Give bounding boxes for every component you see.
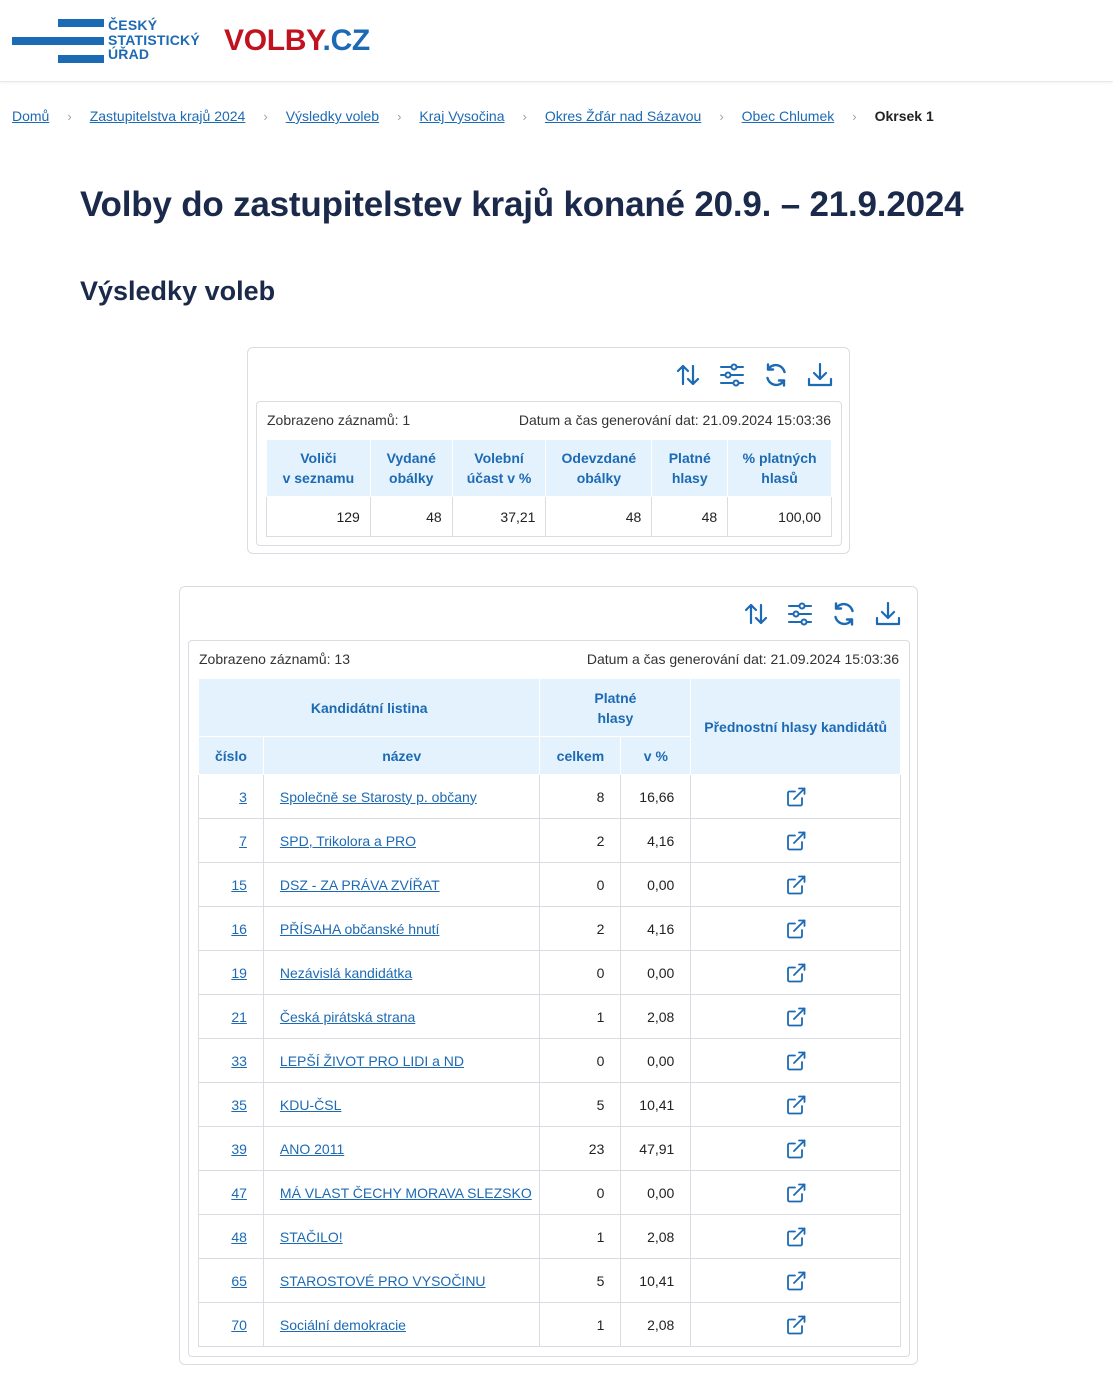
votes-total-cell: 0 [540, 863, 621, 907]
party-name-cell [263, 1303, 540, 1347]
breadcrumb-item[interactable]: Obec Chlumek [741, 108, 835, 124]
votes-total-cell: 0 [540, 1171, 621, 1215]
summary-table-wrapper [256, 401, 842, 546]
external-link-icon[interactable] [785, 1270, 807, 1292]
table-row [199, 995, 901, 1039]
external-link-icon[interactable] [785, 1314, 807, 1336]
party-name-cell [263, 907, 540, 951]
pref-votes-cell [691, 1259, 901, 1303]
external-link-icon[interactable] [785, 1006, 807, 1028]
summary-value-cell: 129 [267, 497, 371, 537]
chevron-right-icon: › [67, 108, 72, 124]
party-name-cell [263, 1039, 540, 1083]
records-count: Zobrazeno záznamů: 13 [199, 651, 350, 667]
table-row [199, 1039, 901, 1083]
party-name-link[interactable]: Společně se Starosty p. občany [279, 788, 477, 805]
refresh-icon[interactable] [829, 599, 859, 629]
pref-votes-cell [691, 1303, 901, 1347]
votes-pct-cell: 2,08 [621, 1303, 691, 1347]
party-number-cell [199, 1127, 264, 1171]
party-number-cell [199, 775, 264, 819]
pref-votes-cell [691, 863, 901, 907]
party-number-cell [199, 907, 264, 951]
votes-total-cell: 0 [540, 951, 621, 995]
breadcrumb-item[interactable]: Kraj Vysočina [419, 108, 505, 124]
summary-header-cell[interactable]: Volební účast v % [452, 440, 546, 497]
download-icon[interactable] [873, 599, 903, 629]
table-row [199, 1303, 901, 1347]
party-number-link[interactable]: 21 [231, 1008, 247, 1025]
header-nazev[interactable]: název [263, 737, 540, 775]
external-link-icon[interactable] [785, 830, 807, 852]
votes-pct-cell: 2,08 [621, 995, 691, 1039]
votes-total-cell: 5 [540, 1083, 621, 1127]
party-number-cell [199, 819, 264, 863]
party-number-cell [199, 951, 264, 995]
pref-votes-cell [691, 1215, 901, 1259]
breadcrumb-item[interactable]: Výsledky voleb [285, 108, 380, 124]
summary-header-cell[interactable]: Platné hlasy [652, 440, 728, 497]
party-name-cell [263, 863, 540, 907]
party-number-link[interactable]: 47 [231, 1184, 247, 1201]
votes-pct-cell: 0,00 [621, 1171, 691, 1215]
party-name-link[interactable]: PŘÍSAHA občanské hnutí [279, 920, 440, 937]
party-name-link[interactable]: Sociální demokracie [279, 1316, 406, 1333]
pref-votes-cell [691, 1171, 901, 1215]
pref-votes-cell [691, 1083, 901, 1127]
party-number-link[interactable]: 65 [231, 1272, 247, 1289]
party-name-cell [263, 1215, 540, 1259]
votes-pct-cell: 0,00 [621, 1039, 691, 1083]
section-title: Výsledky voleb [80, 276, 276, 306]
party-name-link[interactable]: ANO 2011 [279, 1140, 345, 1157]
external-link-icon[interactable] [785, 918, 807, 940]
party-number-link[interactable]: 33 [231, 1052, 247, 1069]
generated-timestamp: Datum a čas generování dat: 21.09.2024 15:03:36 [518, 412, 831, 428]
pref-votes-cell [691, 907, 901, 951]
summary-header-cell[interactable]: % platných hlasů [728, 440, 832, 497]
party-number-link[interactable]: 15 [231, 876, 247, 893]
external-link-icon[interactable] [785, 1094, 807, 1116]
votes-pct-cell: 2,08 [621, 1215, 691, 1259]
pref-votes-cell [691, 775, 901, 819]
party-name-cell [263, 1259, 540, 1303]
breadcrumb-item: Okrsek 1 [874, 108, 934, 124]
summary-panel [247, 347, 850, 554]
header-platne-hlasy: Platné hlasy [540, 679, 691, 737]
votes-total-cell: 2 [540, 819, 621, 863]
site-header [0, 0, 1113, 82]
party-name-link[interactable]: STAROSTOVÉ PRO VYSOČINU [279, 1272, 486, 1289]
summary-header-cell[interactable]: Odevzdané obálky [546, 440, 652, 497]
party-name-cell [263, 1127, 540, 1171]
party-number-cell [199, 1039, 264, 1083]
party-name-link[interactable]: KDU-ČSL [279, 1096, 342, 1113]
table-row [199, 907, 901, 951]
votes-total-cell: 23 [540, 1127, 621, 1171]
party-name-link[interactable]: Česká pirátská strana [279, 1008, 416, 1025]
party-name-link[interactable]: MÁ VLAST ČECHY MORAVA SLEZSKO [279, 1184, 532, 1201]
party-number-cell [199, 1303, 264, 1347]
party-number-cell [199, 1215, 264, 1259]
refresh-icon[interactable] [761, 360, 791, 390]
breadcrumb-item[interactable]: Zastupitelstva krajů 2024 [89, 108, 246, 124]
party-number-link[interactable]: 35 [231, 1096, 247, 1113]
table-row [199, 1127, 901, 1171]
party-name-link[interactable]: Nezávislá kandidátka [279, 964, 413, 981]
generated-timestamp: Datum a čas generování dat: 21.09.2024 15:03:36 [586, 651, 899, 667]
party-number-link[interactable]: 7 [239, 832, 247, 849]
table-row [199, 1259, 901, 1303]
party-name-link[interactable]: LEPŠÍ ŽIVOT PRO LIDI a ND [279, 1052, 465, 1069]
votes-total-cell: 1 [540, 1215, 621, 1259]
records-count: Zobrazeno záznamů: 1 [267, 412, 411, 428]
votes-total-cell: 1 [540, 1303, 621, 1347]
party-name-link[interactable]: STAČILO! [279, 1228, 343, 1245]
table-row [199, 1083, 901, 1127]
table-row [199, 951, 901, 995]
chevron-right-icon: › [852, 108, 857, 124]
votes-pct-cell: 0,00 [621, 863, 691, 907]
breadcrumb-item[interactable]: Domů [12, 108, 50, 124]
header-cislo[interactable]: číslo [199, 737, 264, 775]
summary-header-cell[interactable]: Vydané obálky [370, 440, 452, 497]
chevron-right-icon: › [397, 108, 402, 124]
summary-value-cell: 100,00 [728, 497, 832, 537]
votes-pct-cell: 4,16 [621, 907, 691, 951]
party-name-cell [263, 951, 540, 995]
external-link-icon[interactable] [785, 1226, 807, 1248]
summary-value-cell: 48 [652, 497, 728, 537]
header-prednostni-hlasy: Přednostní hlasy kandidátů [691, 679, 901, 775]
party-name-cell [263, 775, 540, 819]
pref-votes-cell [691, 1039, 901, 1083]
votes-pct-cell: 10,41 [621, 1083, 691, 1127]
summary-value-cell: 48 [546, 497, 652, 537]
external-link-icon[interactable] [785, 874, 807, 896]
party-number-link[interactable]: 39 [231, 1140, 247, 1157]
party-name-cell [263, 1171, 540, 1215]
external-link-icon[interactable] [785, 1138, 807, 1160]
chevron-right-icon: › [522, 108, 527, 124]
pref-votes-cell [691, 951, 901, 995]
votes-total-cell: 2 [540, 907, 621, 951]
party-name-cell [263, 1083, 540, 1127]
party-number-cell [199, 1259, 264, 1303]
votes-total-cell: 8 [540, 775, 621, 819]
party-number-link[interactable]: 16 [231, 920, 247, 937]
pref-votes-cell [691, 819, 901, 863]
table-row [199, 863, 901, 907]
party-name-cell [263, 819, 540, 863]
table-row [199, 1171, 901, 1215]
pref-votes-cell [691, 995, 901, 1039]
breadcrumb-item[interactable]: Okres Žďár nad Sázavou [544, 108, 702, 124]
party-number-cell [199, 1083, 264, 1127]
results-toolbar [741, 599, 903, 629]
results-table [198, 678, 901, 1347]
votes-pct-cell: 16,66 [621, 775, 691, 819]
summary-value-cell: 37,21 [452, 497, 546, 537]
filter-settings-icon[interactable] [785, 599, 815, 629]
votes-pct-cell: 10,41 [621, 1259, 691, 1303]
csu-logo-text[interactable]: ČESKÝ STATISTICKÝ ÚŘAD [108, 17, 200, 62]
votes-total-cell: 1 [540, 995, 621, 1039]
sort-icon[interactable] [673, 360, 703, 390]
party-number-cell [199, 995, 264, 1039]
votes-pct-cell: 47,91 [621, 1127, 691, 1171]
party-number-link[interactable]: 70 [231, 1316, 247, 1333]
party-name-link[interactable]: SPD, Trikolora a PRO [279, 832, 417, 849]
filter-settings-icon[interactable] [717, 360, 747, 390]
chevron-right-icon: › [719, 108, 724, 124]
votes-pct-cell: 0,00 [621, 951, 691, 995]
header-kandidatni-listina: Kandidátní listina [199, 679, 540, 737]
table-row [199, 775, 901, 819]
summary-value-cell: 48 [370, 497, 452, 537]
page-title: Volby do zastupitelstev krajů konané 20.9. – 21.9.2024 [80, 185, 964, 224]
votes-pct-cell: 4,16 [621, 819, 691, 863]
download-icon[interactable] [805, 360, 835, 390]
header-v-procentech[interactable]: v % [621, 737, 691, 775]
party-number-cell [199, 863, 264, 907]
header-celkem[interactable]: celkem [540, 737, 621, 775]
party-name-link[interactable]: DSZ - ZA PRÁVA ZVÍŘAT [279, 876, 440, 893]
site-logo[interactable]: VOLBY.CZ [224, 24, 370, 57]
external-link-icon[interactable] [785, 962, 807, 984]
party-number-link[interactable]: 3 [239, 788, 247, 805]
external-link-icon[interactable] [785, 1182, 807, 1204]
external-link-icon[interactable] [785, 786, 807, 808]
results-table-wrapper [188, 640, 910, 1357]
party-number-cell [199, 1171, 264, 1215]
pref-votes-cell [691, 1127, 901, 1171]
votes-total-cell: 0 [540, 1039, 621, 1083]
breadcrumb [12, 106, 934, 126]
table-row [199, 819, 901, 863]
party-number-link[interactable]: 19 [231, 964, 247, 981]
sort-icon[interactable] [741, 599, 771, 629]
csu-logo-icon[interactable] [12, 19, 104, 63]
results-panel [179, 586, 918, 1365]
summary-toolbar [673, 360, 835, 390]
external-link-icon[interactable] [785, 1050, 807, 1072]
party-number-link[interactable]: 48 [231, 1228, 247, 1245]
chevron-right-icon: › [263, 108, 268, 124]
summary-header-cell[interactable]: Voliči v seznamu [267, 440, 371, 497]
votes-total-cell: 5 [540, 1259, 621, 1303]
summary-table [266, 439, 832, 537]
table-row [199, 1215, 901, 1259]
party-name-cell [263, 995, 540, 1039]
